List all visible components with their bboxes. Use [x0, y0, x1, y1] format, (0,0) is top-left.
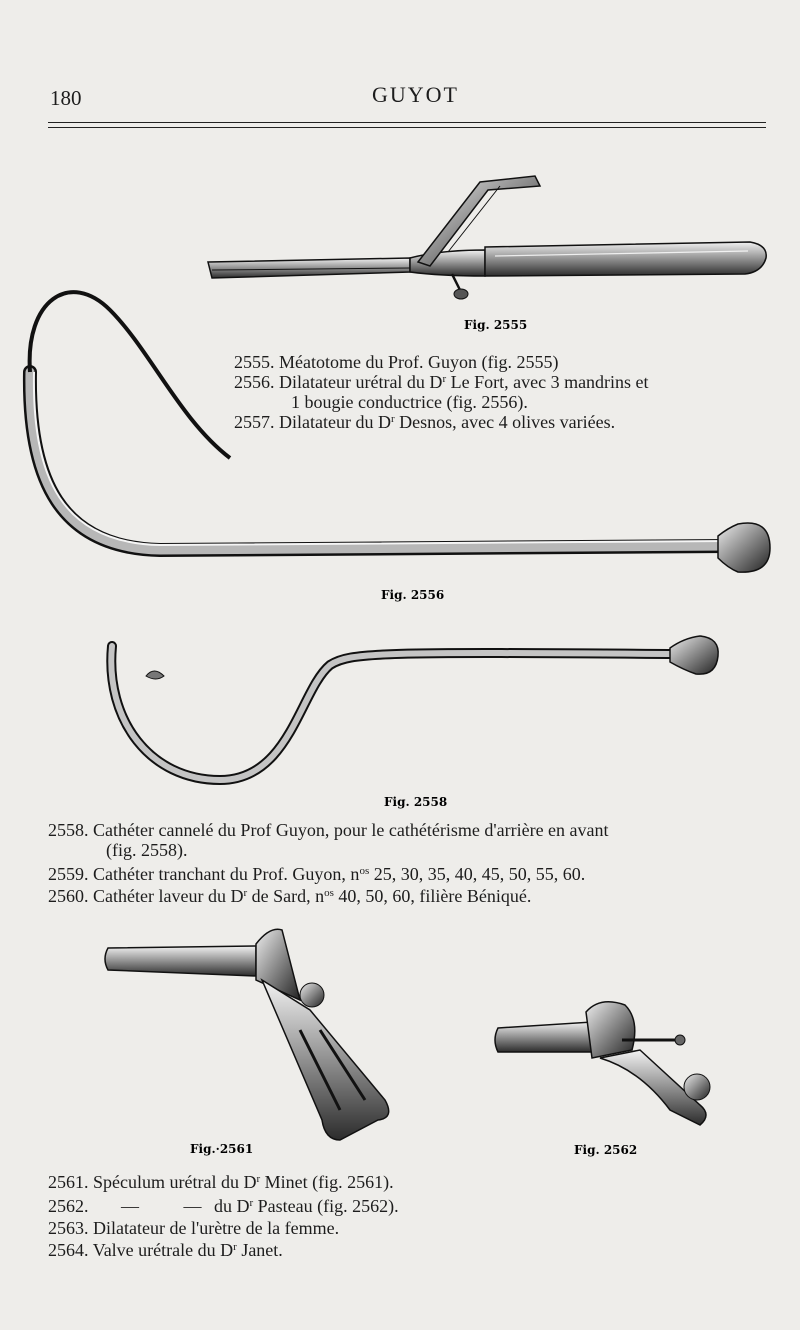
- fig-2558-caption: Fig. 2558: [384, 795, 448, 809]
- entry-2563: 2563. Dilatateur de l'urètre de la femme.: [48, 1218, 340, 1238]
- entry-2561: 2561. Spéculum urétral du $D^r$ Minet (fig. 2561).: [48, 1172, 394, 1192]
- urethral-dilator-icon: [30, 292, 770, 572]
- entry-2562: 2562. — — du $D^r$ Pasteau (fig. 2562).: [48, 1196, 399, 1216]
- entry-2556-continuation: 1 bougie conductrice (fig. 2556).: [291, 392, 528, 412]
- entry-2559: 2559. Cathéter tranchant du Prof. Guyon, $n^{os}$ 25, 30, 35, 40, 45, 50, 55, 60.: [48, 864, 586, 884]
- entry-2558: 2558. Cathéter cannelé du Prof Guyon, pour le cathétérisme d'arrière en avant: [48, 820, 609, 840]
- page-number: 180: [50, 86, 82, 110]
- fig-2562-caption: Fig. 2562: [574, 1143, 638, 1157]
- grooved-catheter-icon: [111, 636, 718, 780]
- fig-2556-caption: Fig. 2556: [381, 588, 445, 602]
- fig-2555-caption: Fig. 2555: [464, 318, 528, 332]
- entry-2560: 2560. Cathéter laveur du $D^r$ de Sard, $n^{os}$ 40, 50, 60, filière Béniqué.: [48, 886, 532, 906]
- entry-2555: 2555. Méatotome du Prof. Guyon (fig. 2555): [234, 352, 559, 372]
- running-head: GUYOT: [372, 82, 459, 107]
- meatotome-icon: [208, 176, 766, 299]
- entry-2557: 2557. Dilatateur du $D^r$ Desnos, avec 4 olives variées.: [234, 412, 616, 432]
- entry-2564: 2564. Valve urétrale du $D^r$ Janet.: [48, 1240, 283, 1260]
- entry-2556: 2556. Dilatateur urétral du $D^r$ Le Fort, avec 3 mandrins et: [234, 372, 649, 392]
- entry-2558-continuation: (fig. 2558).: [106, 840, 188, 860]
- urethral-speculum-minet-icon: [105, 929, 389, 1140]
- urethral-speculum-pasteau-icon: [495, 1002, 710, 1125]
- fig-2561-caption: Fig.·2561: [190, 1142, 254, 1156]
